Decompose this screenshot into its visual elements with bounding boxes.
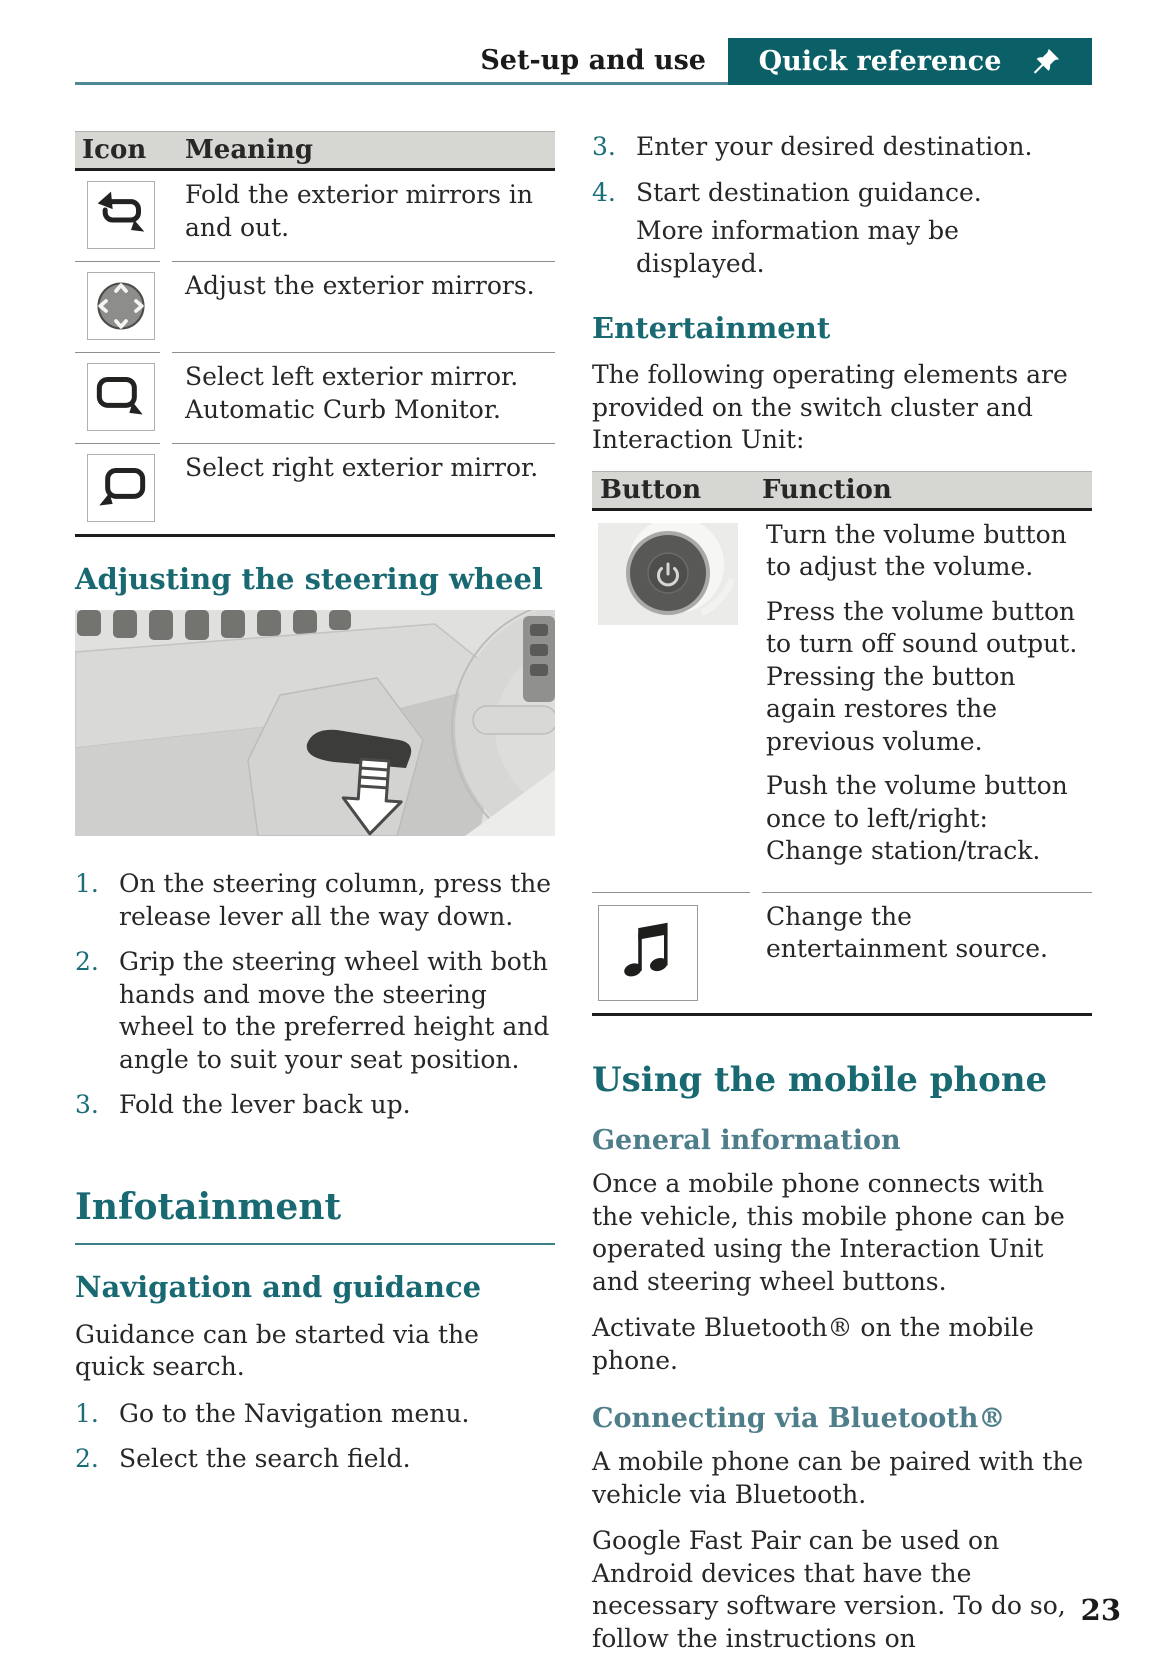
icon-cell [75,352,160,443]
divider [750,511,762,892]
navigation-steps-continued [592,131,1092,209]
mobile-phone-chapter [592,1059,1092,1653]
bluetooth-heading: Connecting via Bluetooth® [592,1403,1006,1435]
step-number: 4. [592,177,616,207]
meaning-cell: Fold the exterior mirrors in and out. [185,180,533,242]
function-text: Change the entertainment source. [766,901,1049,964]
divider [160,171,172,261]
general-information-heading: General information [592,1125,901,1157]
list-item [75,946,555,1076]
divider [160,443,172,534]
divider [160,261,172,352]
step-number: 2. [75,947,99,977]
step-number: 1. [75,1398,99,1428]
list-item [75,1443,555,1476]
icon-cell [75,443,160,534]
step-number: 3. [75,1090,99,1120]
navigation-heading: Navigation and guidance [75,1270,482,1305]
meaning-cell: Adjust the exterior mirrors. [172,261,555,352]
meaning-cell: Select left exterior mirror. Automatic Curb Monitor. [172,352,555,443]
step-text: On the steering column, press the release lever all the way down. [119,869,552,931]
icon-cell [75,171,160,261]
list-item [592,131,1092,164]
section-label: Set-up and use [75,38,728,85]
general-information-text: Activate Bluetooth® on the mobile phone. [592,1313,1034,1375]
function-column-header: Function [762,474,892,505]
step-number: 1. [75,869,99,899]
table-row [75,261,555,352]
entertainment-heading: Entertainment [592,311,831,345]
list-item [75,1398,555,1431]
page-header [75,38,1092,85]
left-column [75,131,555,1653]
list-item [75,868,555,933]
steering-heading: Adjusting the steering wheel [75,562,543,596]
table-row [592,892,1092,1013]
function-text: Press the volume button to turn off sound output. Pressing the button again restores the previous volume. [766,596,1078,756]
button-column-header: Button [600,474,702,505]
icon-column-header: Icon [82,135,147,165]
step-text: Grip the steering wheel with both hands and move the steering wheel to the preferred height and angle to suit your seat position. [119,947,550,1074]
step-number: 2. [75,1444,99,1474]
infotainment-heading: Infotainment [75,1188,555,1246]
list-item [592,177,1092,210]
left-mirror-icon [87,363,155,431]
table-row [592,511,1092,892]
function-text: Turn the volume button to adjust the volume. [766,519,1067,582]
table-row [75,443,555,534]
divider [160,352,172,443]
right-mirror-icon [87,454,155,522]
table-row [75,171,555,261]
button-cell [592,511,750,892]
navigation-intro: Guidance can be started via the quick search. [75,1319,479,1382]
mobile-phone-heading: Using the mobile phone [592,1059,1048,1100]
function-cell [762,511,1092,892]
meaning-cell: Select right exterior mirror. [172,443,555,534]
table-row [75,352,555,443]
music-note-icon [598,905,698,1001]
step-text: Start destination guidance. [636,177,982,207]
icon-table-header [75,131,555,171]
volume-knob-photo [598,523,738,625]
steering-column-illustration [75,610,555,836]
infotainment-chapter [75,1185,555,1476]
pushpin-icon [1031,47,1061,77]
adjust-mirrors-icon [87,272,155,340]
quick-reference-label: Quick reference [758,46,1002,77]
icon-meaning-table [75,131,555,537]
entertainment-intro: The following operating elements are provided on the switch cluster and Interaction Unit: [592,360,1068,455]
navigation-note: More information may be displayed. [636,216,959,278]
step-text: Fold the lever back up. [119,1090,411,1120]
general-information-text: Once a mobile phone connects with the vehicle, this mobile phone can be operated using the Interaction Unit and steering wheel buttons. [592,1169,1065,1296]
fold-mirrors-icon [87,181,155,249]
bluetooth-text: A mobile phone can be paired with the vehicle via Bluetooth. [592,1447,1084,1509]
button-cell [592,892,750,1013]
page-number: 23 [1080,1593,1121,1627]
step-number: 3. [592,132,616,161]
divider [160,135,172,165]
step-text: Select the search field. [119,1444,411,1474]
list-item [75,1089,555,1122]
navigation-steps [75,1398,555,1476]
function-cell [762,892,1092,1013]
divider [750,892,762,1013]
meaning-column-header: Meaning [185,135,314,165]
step-text: Go to the Navigation menu. [119,1398,470,1428]
step-text: Enter your desired destination. [636,132,1033,161]
bluetooth-text: Google Fast Pair can be used on Android devices that have the necessary software version. To do so, follow the instructions on [592,1526,1066,1653]
right-column [592,131,1092,1653]
quick-reference-tab[interactable] [728,38,1092,85]
function-text: Push the volume button once to left/right: Change station/track. [766,771,1068,866]
two-column-content [75,131,1092,1653]
steering-steps [75,868,555,1122]
icon-cell [75,261,160,352]
button-table-header [592,471,1092,511]
button-function-table [592,471,1092,1016]
